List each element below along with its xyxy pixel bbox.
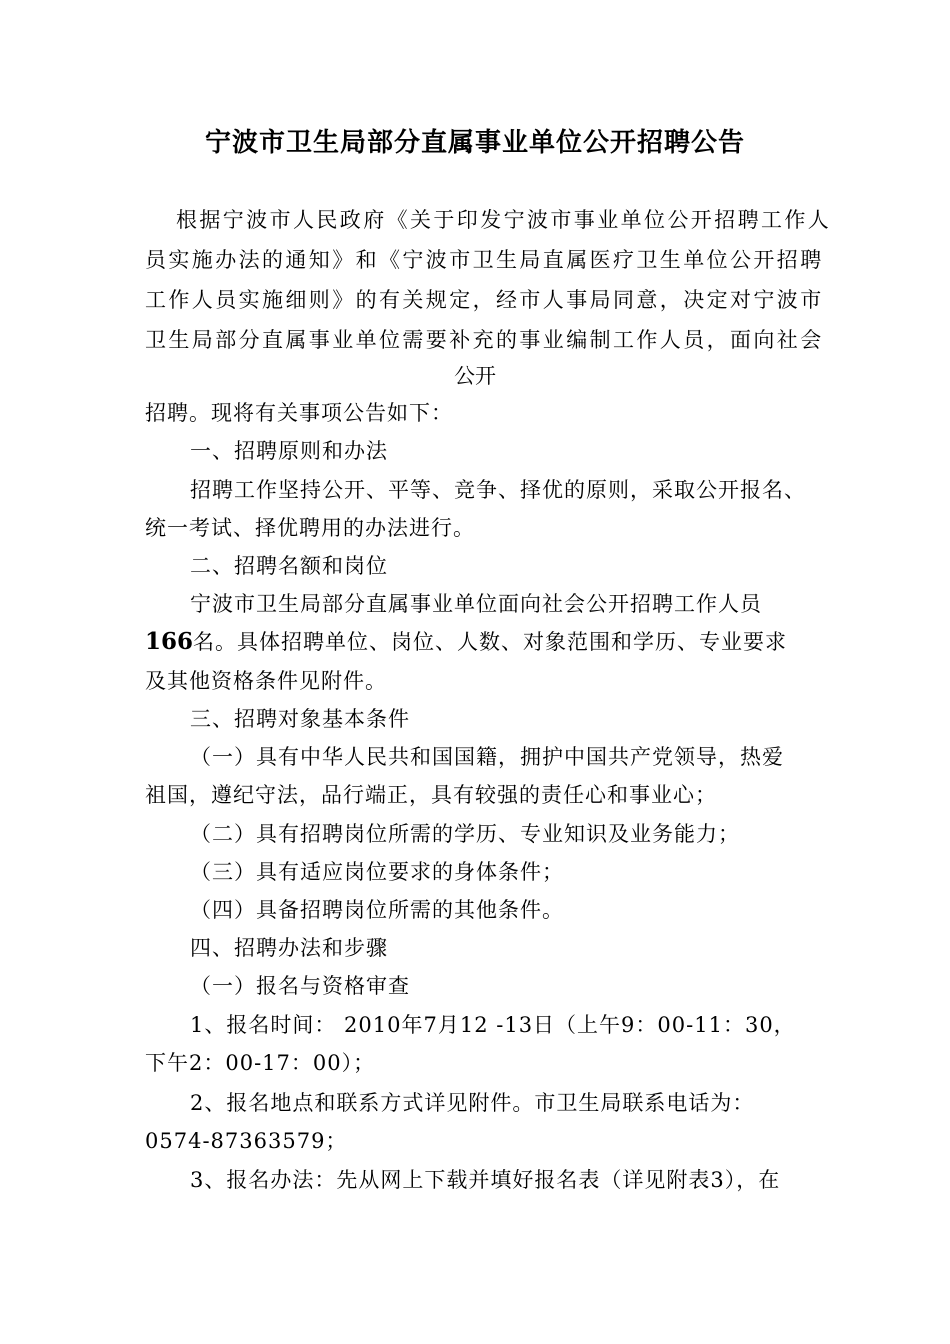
paragraph-line: 统一考试、择优聘用的办法进行。 bbox=[145, 516, 475, 540]
paragraph-line: 3、报名办法：先从网上下载并填好报名表（详见附表3），在 bbox=[190, 1168, 781, 1192]
paragraph-line: （三）具有适应岗位要求的身体条件； bbox=[190, 860, 564, 884]
paragraph-line: 下午2：00-17：00）； bbox=[145, 1051, 376, 1075]
paragraph-line: 0574-87363579； bbox=[145, 1129, 348, 1153]
subsection-heading: （一）报名与资格审查 bbox=[190, 974, 410, 998]
paragraph-line: （四）具备招聘岗位所需的其他条件。 bbox=[190, 898, 564, 922]
paragraph-line: 工作人员实施细则》的有关规定，经市人事局同意，决定对宁波市 bbox=[145, 288, 824, 312]
paragraph-line: 员实施办法的通知》和《宁波市卫生局直属医疗卫生单位公开招聘 bbox=[145, 248, 824, 272]
paragraph-line: 卫生局部分直属事业单位需要补充的事业编制工作人员，面向社会 bbox=[145, 328, 824, 352]
paragraph-line: 1、报名时间： 2010年7月12 -13日（上午9：00-11：30， bbox=[190, 1013, 796, 1037]
paragraph-line: 根据宁波市人民政府《关于印发宁波市事业单位公开招聘工作人 bbox=[176, 208, 832, 232]
paragraph-line: （一）具有中华人民共和国国籍，拥护中国共产党领导，热爱 bbox=[190, 745, 784, 769]
paragraph-line bbox=[145, 628, 787, 656]
paragraph-line: 招聘。现将有关事项公告如下： bbox=[145, 401, 453, 425]
paragraph-line: 及其他资格条件见附件。 bbox=[145, 669, 387, 693]
paragraph-line: 2、报名地点和联系方式详见附件。市卫生局联系电话为： bbox=[190, 1091, 755, 1115]
document-title: 宁波市卫生局部分直属事业单位公开招聘公告 bbox=[204, 128, 745, 158]
paragraph-text: 名。具体招聘单位、岗位、人数、对象范围和学历、专业要求 bbox=[193, 630, 788, 654]
paragraph-line: 招聘工作坚持公开、平等、竞争、择优的原则，采取公开报名、 bbox=[190, 478, 806, 502]
section-heading: 四、招聘办法和步骤 bbox=[190, 936, 388, 960]
paragraph-line: 宁波市卫生局部分直属事业单位面向社会公开招聘工作人员 bbox=[190, 592, 762, 616]
section-heading: 二、招聘名额和岗位 bbox=[190, 554, 388, 578]
paragraph-line: （二）具有招聘岗位所需的学历、专业知识及业务能力； bbox=[190, 822, 740, 846]
recruit-count: 166 bbox=[145, 628, 194, 655]
paragraph-line: 公开 bbox=[454, 364, 496, 388]
section-heading: 一、招聘原则和办法 bbox=[190, 439, 388, 463]
paragraph-line: 祖国，遵纪守法，品行端正，具有较强的责任心和事业心； bbox=[145, 783, 717, 807]
section-heading: 三、招聘对象基本条件 bbox=[190, 707, 410, 731]
